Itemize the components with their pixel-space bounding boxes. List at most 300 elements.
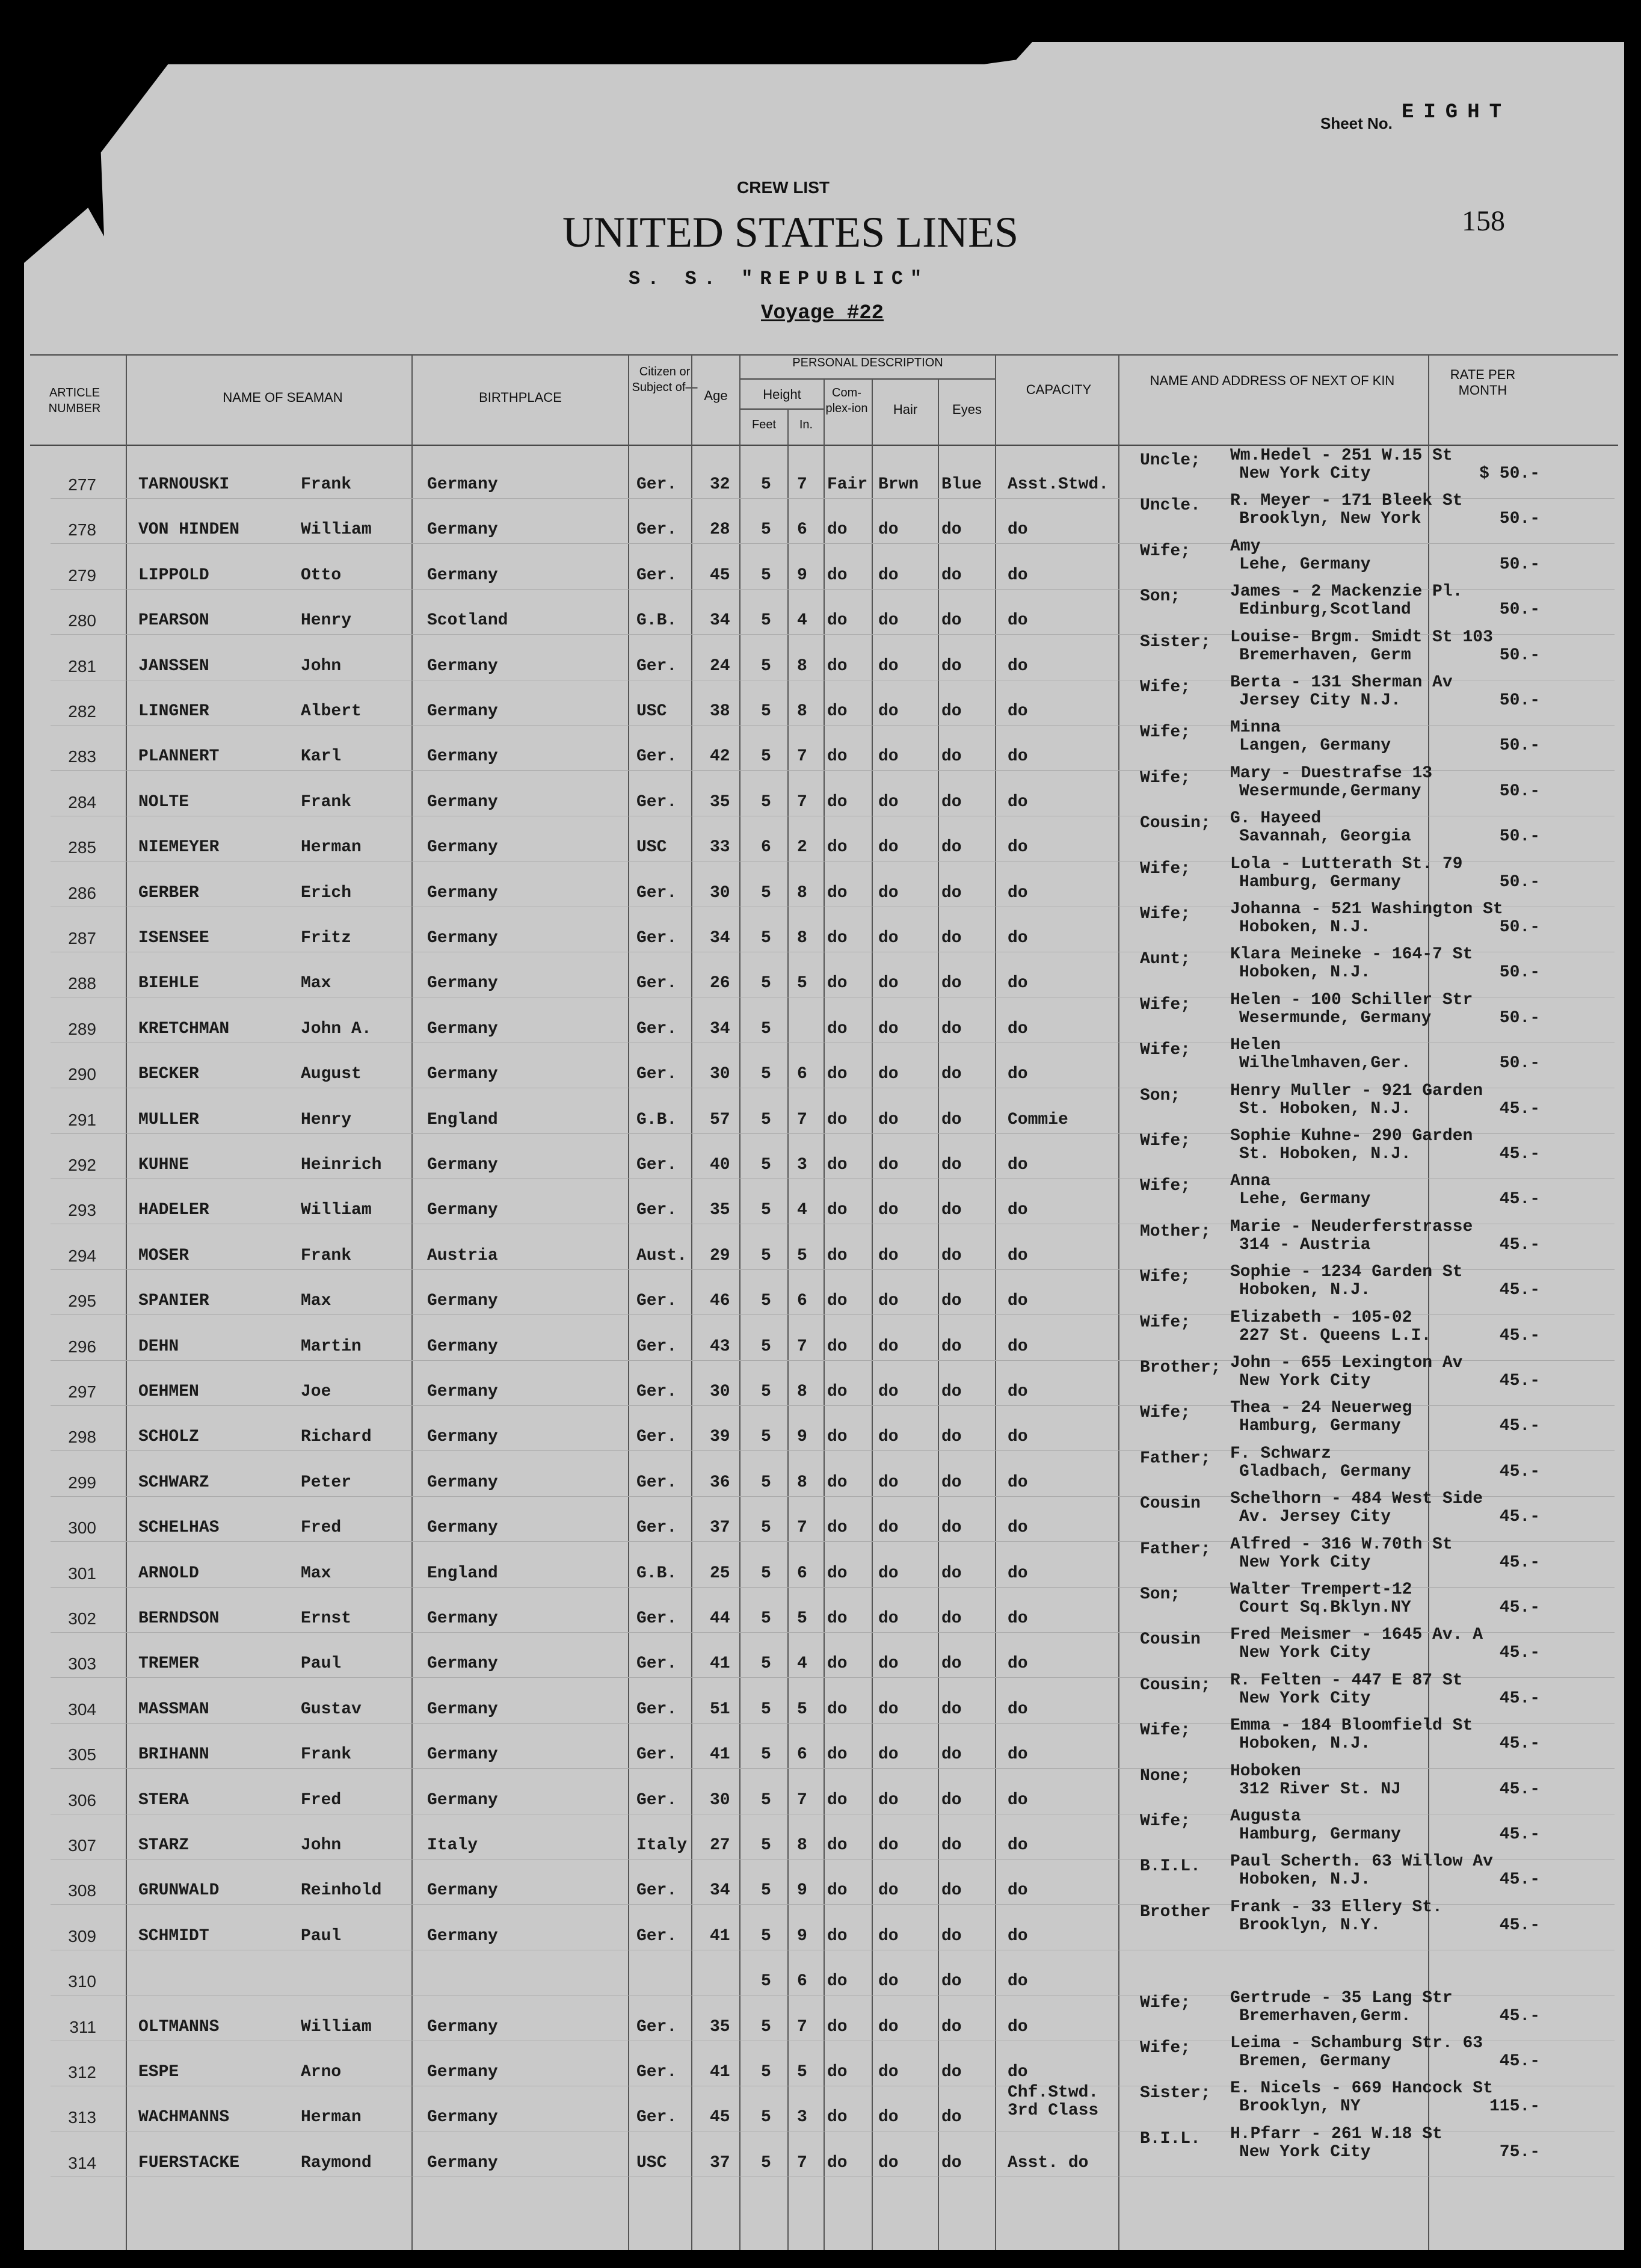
col-complexion: Com-plex-ion xyxy=(825,386,868,415)
rate: 45.- xyxy=(1499,1462,1540,1481)
hair: do xyxy=(878,656,899,676)
sheet-number-value: EIGHT xyxy=(1402,101,1512,124)
kin-name: R. Meyer - 171 Bleek St xyxy=(1230,492,1463,511)
height-inches: 9 xyxy=(797,565,807,585)
seaman-surname: ARNOLD xyxy=(138,1564,199,1583)
article-number: 311 xyxy=(69,2017,96,2036)
rate: 50.- xyxy=(1499,736,1540,756)
hair: do xyxy=(878,1836,899,1855)
kin-address: Hamburg, Germany xyxy=(1239,872,1401,892)
kin-name: E. Nicels - 669 Hancock St xyxy=(1230,2079,1493,2098)
seaman-given-name: William xyxy=(301,520,372,540)
kin-relation: Aunt; xyxy=(1140,950,1191,969)
kin-address: New York City xyxy=(1239,2142,1371,2162)
rate: 45.- xyxy=(1499,1644,1540,1663)
seaman-surname: OEHMEN xyxy=(138,1382,199,1401)
height-inches: 7 xyxy=(797,475,807,494)
seaman-given-name: Frank xyxy=(301,792,352,812)
article-number: 309 xyxy=(68,1926,96,1946)
kin-relation: Wife; xyxy=(1140,905,1191,923)
hair: do xyxy=(878,1382,899,1401)
article-number: 289 xyxy=(68,1019,96,1038)
article-number: 308 xyxy=(68,1881,96,1900)
article-number: 300 xyxy=(68,1518,96,1538)
kin-address: Wesermunde, Germany xyxy=(1239,1008,1432,1028)
height-feet: 5 xyxy=(761,1065,771,1084)
capacity: do xyxy=(1008,1473,1028,1492)
birthplace: Germany xyxy=(427,1428,498,1447)
citizenship: USC xyxy=(636,702,667,721)
capacity: do xyxy=(1008,1699,1028,1719)
capacity: do xyxy=(1008,1881,1028,1900)
complexion: do xyxy=(827,1156,848,1174)
complexion: Fair xyxy=(827,475,868,494)
height-inches: 8 xyxy=(797,1382,807,1401)
birthplace: England xyxy=(427,1110,498,1129)
complexion: do xyxy=(827,656,848,676)
col-eyes: Eyes xyxy=(952,402,982,417)
article-number: 314 xyxy=(68,2153,96,2172)
rate: 50.- xyxy=(1499,1054,1540,1073)
age: 27 xyxy=(710,1836,730,1855)
kin-name: James - 2 Mackenzie Pl. xyxy=(1230,582,1463,602)
citizenship: Ger. xyxy=(636,1699,677,1719)
age: 37 xyxy=(710,2153,730,2172)
age: 34 xyxy=(710,929,730,948)
company-title: UNITED STATES LINES xyxy=(562,208,1019,256)
seaman-given-name: Paul xyxy=(301,1926,342,1946)
height-feet: 5 xyxy=(761,1564,771,1583)
citizenship: Ger. xyxy=(636,1745,677,1764)
complexion: do xyxy=(827,1790,848,1810)
citizenship: Ger. xyxy=(636,1065,677,1084)
kin-relation: Sister; xyxy=(1140,632,1211,652)
age: 26 xyxy=(710,974,730,993)
article-number: 304 xyxy=(68,1699,96,1719)
hair: do xyxy=(878,565,899,585)
capacity: do xyxy=(1008,656,1028,676)
eyes: do xyxy=(941,2108,962,2127)
eyes: do xyxy=(941,1337,962,1356)
kin-relation: None; xyxy=(1140,1766,1191,1786)
capacity: do xyxy=(1008,1926,1028,1946)
birthplace: Germany xyxy=(427,1518,498,1538)
height-feet: 5 xyxy=(761,974,771,993)
height-feet: 5 xyxy=(761,1156,771,1174)
kin-name: Anna xyxy=(1230,1172,1271,1191)
age: 51 xyxy=(710,1699,730,1719)
height-feet: 5 xyxy=(761,1881,771,1900)
height-inches: 6 xyxy=(797,1972,807,1991)
height-inches: 8 xyxy=(797,702,807,721)
age: 40 xyxy=(710,1156,730,1174)
birthplace: Germany xyxy=(427,2017,498,2036)
kin-relation: Wife; xyxy=(1140,1177,1191,1196)
article-number: 278 xyxy=(68,520,96,540)
hair: do xyxy=(878,1790,899,1810)
complexion: do xyxy=(827,1428,848,1447)
hair: do xyxy=(878,792,899,812)
height-feet: 5 xyxy=(761,1428,771,1447)
eyes: do xyxy=(941,1156,962,1174)
height-feet: 5 xyxy=(761,2017,771,2036)
age: 34 xyxy=(710,1019,730,1038)
seaman-surname: STERA xyxy=(138,1790,189,1810)
rate: 115.- xyxy=(1489,2097,1540,2116)
citizenship: USC xyxy=(636,2153,667,2172)
seaman-surname: STARZ xyxy=(138,1836,189,1855)
hair: do xyxy=(878,1473,899,1492)
article-number: 292 xyxy=(68,1156,96,1174)
article-number: 302 xyxy=(68,1609,96,1628)
citizenship: Ger. xyxy=(636,1201,677,1220)
rate: 45.- xyxy=(1499,1099,1540,1118)
citizenship: Ger. xyxy=(636,1609,677,1628)
height-inches: 9 xyxy=(797,1428,807,1447)
capacity: do xyxy=(1008,838,1028,857)
height-inches: 7 xyxy=(797,1337,807,1356)
kin-address: Bremen, Germany xyxy=(1239,2052,1391,2071)
kin-address: 314 - Austria xyxy=(1239,1235,1371,1254)
kin-name: Sophie - 1234 Garden St xyxy=(1230,1263,1463,1282)
height-feet: 5 xyxy=(761,1972,771,1991)
eyes: do xyxy=(941,1201,962,1220)
kin-relation: Wife; xyxy=(1140,995,1191,1014)
kin-relation: Wife; xyxy=(1140,1721,1191,1740)
birthplace: Germany xyxy=(427,838,498,857)
eyes: do xyxy=(941,747,962,766)
kin-relation: B.I.L. xyxy=(1140,1857,1201,1876)
seaman-given-name: John xyxy=(301,656,342,676)
kin-address: New York City xyxy=(1239,1689,1371,1708)
citizenship: G.B. xyxy=(636,611,677,630)
birthplace: Germany xyxy=(427,1382,498,1401)
capacity: do xyxy=(1008,611,1028,630)
complexion: do xyxy=(827,1201,848,1220)
kin-relation: Uncle. xyxy=(1140,496,1201,516)
birthplace: Germany xyxy=(427,1019,498,1038)
age: 30 xyxy=(710,1065,730,1084)
hair: do xyxy=(878,1699,899,1719)
age: 39 xyxy=(710,1428,730,1447)
seaman-surname: DEHN xyxy=(138,1337,179,1356)
birthplace: Germany xyxy=(427,1156,498,1174)
kin-name: Hoboken xyxy=(1230,1761,1301,1781)
seaman-given-name: Raymond xyxy=(301,2153,372,2172)
birthplace: Germany xyxy=(427,1065,498,1084)
height-inches: 7 xyxy=(797,1518,807,1538)
kin-address: Jersey City N.J. xyxy=(1239,691,1401,710)
height-inches: 6 xyxy=(797,1292,807,1311)
col-hair: Hair xyxy=(893,402,918,417)
hair: do xyxy=(878,1926,899,1946)
complexion: do xyxy=(827,611,848,630)
citizenship: Ger. xyxy=(636,1019,677,1038)
kin-relation: Wife; xyxy=(1140,678,1191,697)
article-number: 280 xyxy=(68,611,96,630)
kin-name: Amy xyxy=(1230,537,1261,556)
article-number: 281 xyxy=(68,656,96,676)
complexion: do xyxy=(827,2063,848,2082)
citizenship: Ger. xyxy=(636,475,677,494)
eyes: do xyxy=(941,792,962,812)
seaman-given-name: William xyxy=(301,1201,372,1220)
kin-name: Johanna - 521 Washington St xyxy=(1230,900,1503,919)
complexion: do xyxy=(827,974,848,993)
height-feet: 5 xyxy=(761,1201,771,1220)
birthplace: Germany xyxy=(427,792,498,812)
kin-relation: Uncle; xyxy=(1140,451,1201,470)
kin-relation: Wife; xyxy=(1140,1132,1191,1150)
complexion: do xyxy=(827,883,848,902)
height-inches: 6 xyxy=(797,1065,807,1084)
complexion: do xyxy=(827,1836,848,1855)
capacity: do xyxy=(1008,929,1028,948)
seaman-given-name: Fred xyxy=(301,1518,342,1538)
capacity: do xyxy=(1008,1564,1028,1583)
seaman-given-name: Henry xyxy=(301,611,352,630)
citizenship: Ger. xyxy=(636,1337,677,1356)
height-inches: 7 xyxy=(797,792,807,812)
age: 29 xyxy=(710,1246,730,1265)
height-feet: 5 xyxy=(761,2153,771,2172)
eyes: do xyxy=(941,565,962,585)
rate: 45.- xyxy=(1499,1235,1540,1254)
complexion: do xyxy=(827,1246,848,1265)
seaman-surname: MOSER xyxy=(138,1246,189,1265)
article-number: 296 xyxy=(68,1337,96,1356)
rate: 50.- xyxy=(1499,510,1540,529)
birthplace: England xyxy=(427,1564,498,1583)
seaman-surname: VON HINDEN xyxy=(138,520,240,540)
seaman-surname: KRETCHMAN xyxy=(138,1019,230,1038)
seaman-surname: GRUNWALD xyxy=(138,1881,220,1900)
kin-address: Bremerhaven,Germ. xyxy=(1239,2006,1411,2026)
height-feet: 5 xyxy=(761,475,771,494)
capacity: do xyxy=(1008,1201,1028,1220)
seaman-given-name: Paul xyxy=(301,1654,342,1674)
seaman-surname: TREMER xyxy=(138,1654,199,1674)
height-feet: 5 xyxy=(761,1745,771,1764)
capacity: do xyxy=(1008,1745,1028,1764)
seaman-given-name: Max xyxy=(301,1292,331,1311)
kin-address: New York City xyxy=(1239,1553,1371,1572)
height-inches: 9 xyxy=(797,1881,807,1900)
seaman-given-name: Ernst xyxy=(301,1609,352,1628)
citizenship: USC xyxy=(636,838,667,857)
kin-address: St. Hoboken, N.J. xyxy=(1239,1099,1411,1118)
eyes: do xyxy=(941,974,962,993)
kin-name: Alfred - 316 W.70th St xyxy=(1230,1535,1453,1554)
complexion: do xyxy=(827,792,848,812)
kin-relation: Father; xyxy=(1140,1449,1211,1468)
article-number: 297 xyxy=(68,1382,96,1401)
complexion: do xyxy=(827,838,848,857)
kin-address: Langen, Germany xyxy=(1239,736,1391,756)
birthplace: Germany xyxy=(427,1337,498,1356)
capacity: do xyxy=(1008,1156,1028,1174)
seaman-given-name: Reinhold xyxy=(301,1881,382,1900)
height-feet: 5 xyxy=(761,1609,771,1628)
capacity: do xyxy=(1008,702,1028,721)
kin-address: Bremerhaven, Germ xyxy=(1239,646,1411,665)
height-inches: 7 xyxy=(797,1790,807,1810)
height-feet: 5 xyxy=(761,1473,771,1492)
birthplace: Germany xyxy=(427,520,498,540)
citizenship: Ger. xyxy=(636,1428,677,1447)
height-feet: 5 xyxy=(761,792,771,812)
hair: do xyxy=(878,1654,899,1674)
complexion: do xyxy=(827,702,848,721)
age: 44 xyxy=(710,1609,730,1628)
seaman-surname: SCHWARZ xyxy=(138,1473,209,1492)
capacity: do xyxy=(1008,1790,1028,1810)
age: 36 xyxy=(710,1473,730,1492)
rate: 50.- xyxy=(1499,827,1540,846)
col-birthplace: BIRTHPLACE xyxy=(479,390,562,405)
capacity: Chf.Stwd. 3rd Class xyxy=(1008,2083,1099,2121)
article-number: 288 xyxy=(68,974,96,993)
article-number: 287 xyxy=(68,929,96,948)
age: 35 xyxy=(710,792,730,812)
height-inches: 9 xyxy=(797,1926,807,1946)
page-number: 158 xyxy=(1462,205,1505,237)
kin-relation: Wife; xyxy=(1140,541,1191,561)
birthplace: Germany xyxy=(427,2108,498,2127)
article-number: 299 xyxy=(68,1473,96,1492)
complexion: do xyxy=(827,1609,848,1628)
rate: 50.- xyxy=(1499,918,1540,937)
eyes: do xyxy=(941,1019,962,1038)
complexion: do xyxy=(827,1337,848,1356)
kin-relation: Brother xyxy=(1140,1902,1211,1921)
complexion: do xyxy=(827,1292,848,1311)
complexion: do xyxy=(827,1972,848,1991)
height-feet: 5 xyxy=(761,1110,771,1129)
kin-address: Court Sq.Bklyn.NY xyxy=(1239,1598,1411,1617)
seaman-surname: PLANNERT xyxy=(138,747,220,766)
birthplace: Germany xyxy=(427,656,498,676)
eyes: do xyxy=(941,1609,962,1628)
hair: do xyxy=(878,747,899,766)
citizenship: Ger. xyxy=(636,1926,677,1946)
seaman-surname: MASSMAN xyxy=(138,1699,209,1719)
eyes: do xyxy=(941,883,962,902)
height-feet: 5 xyxy=(761,611,771,630)
article-number: 306 xyxy=(68,1790,96,1810)
height-inches: 2 xyxy=(797,838,807,857)
kin-name: Leima - Schamburg Str. 63 xyxy=(1230,2034,1483,2053)
kin-name: F. Schwarz xyxy=(1230,1444,1332,1463)
kin-name: Fred Meismer - 1645 Av. A xyxy=(1230,1626,1483,1645)
article-number: 298 xyxy=(68,1428,96,1447)
eyes: do xyxy=(941,1382,962,1401)
seaman-given-name: John A. xyxy=(301,1019,372,1038)
kin-address: New York City xyxy=(1239,1372,1371,1390)
kin-address: Lehe, Germany xyxy=(1239,555,1371,574)
kin-address: Wilhelmhaven,Ger. xyxy=(1239,1054,1411,1073)
eyes: do xyxy=(941,520,962,540)
kin-relation: Son; xyxy=(1140,1585,1181,1604)
seaman-given-name: Frank xyxy=(301,1246,352,1265)
complexion: do xyxy=(827,2108,848,2127)
complexion: do xyxy=(827,747,848,766)
citizenship: Ger. xyxy=(636,792,677,812)
sheet-number-label: Sheet No. xyxy=(1320,114,1393,132)
kin-address: Hamburg, Germany xyxy=(1239,1825,1401,1844)
kin-relation: Sister; xyxy=(1140,2084,1211,2103)
height-feet: 5 xyxy=(761,1790,771,1810)
citizenship: Ger. xyxy=(636,1382,677,1401)
rate: 50.- xyxy=(1499,555,1540,574)
article-number: 305 xyxy=(68,1745,96,1764)
rate: 45.- xyxy=(1499,1145,1540,1163)
height-inches: 5 xyxy=(797,1699,807,1719)
kin-name: Wm.Hedel - 251 W.15 St xyxy=(1230,446,1453,465)
kin-relation: Son; xyxy=(1140,1086,1181,1105)
hair: do xyxy=(878,611,899,630)
height-inches: 5 xyxy=(797,1246,807,1265)
kin-name: Lola - Lutterath St. 79 xyxy=(1230,854,1463,874)
eyes: do xyxy=(941,2063,962,2082)
kin-name: Paul Scherth. 63 Willow Av xyxy=(1230,1852,1493,1872)
height-inches: 8 xyxy=(797,929,807,948)
kin-address: Av. Jersey City xyxy=(1239,1508,1391,1527)
complexion: do xyxy=(827,1473,848,1492)
eyes: do xyxy=(941,1564,962,1583)
height-feet: 5 xyxy=(761,656,771,676)
capacity: do xyxy=(1008,974,1028,993)
citizenship: Ger. xyxy=(636,1654,677,1674)
seaman-given-name: Arno xyxy=(301,2063,342,2082)
rate: 45.- xyxy=(1499,1326,1540,1345)
birthplace: Germany xyxy=(427,974,498,993)
capacity: do xyxy=(1008,1972,1028,1991)
height-feet: 5 xyxy=(761,883,771,902)
complexion: do xyxy=(827,1926,848,1946)
seaman-surname: BECKER xyxy=(138,1065,199,1084)
hair: do xyxy=(878,974,899,993)
seaman-given-name: Karl xyxy=(301,747,342,766)
kin-relation: Wife; xyxy=(1140,1041,1191,1060)
seaman-surname: SCHOLZ xyxy=(138,1428,199,1447)
eyes: do xyxy=(941,1926,962,1946)
kin-name: Mary - Duestrafse 13 xyxy=(1230,763,1433,783)
height-feet: 5 xyxy=(761,2108,771,2127)
article-number: 284 xyxy=(68,792,96,812)
kin-relation: Mother; xyxy=(1140,1222,1211,1241)
seaman-given-name: John xyxy=(301,1836,342,1855)
complexion: do xyxy=(827,2017,848,2036)
kin-name: Berta - 131 Sherman Av xyxy=(1230,673,1453,692)
hair: do xyxy=(878,1156,899,1174)
height-inches: 7 xyxy=(797,1110,807,1129)
seaman-surname: OLTMANNS xyxy=(138,2017,220,2036)
kin-address: 312 River St. NJ xyxy=(1239,1780,1401,1799)
capacity: do xyxy=(1008,1654,1028,1674)
article-number: 294 xyxy=(68,1246,96,1265)
row-rule xyxy=(51,1450,1615,1451)
rate: $ 50.- xyxy=(1479,464,1540,483)
col-article-number: ARTICLE NUMBER xyxy=(48,386,101,415)
citizenship: Ger. xyxy=(636,565,677,585)
complexion: do xyxy=(827,1564,848,1583)
capacity: do xyxy=(1008,1609,1028,1628)
birthplace: Germany xyxy=(427,747,498,766)
height-inches: 4 xyxy=(797,1201,807,1220)
kin-relation: Cousin xyxy=(1140,1630,1201,1650)
seaman-given-name: William xyxy=(301,2017,372,2036)
